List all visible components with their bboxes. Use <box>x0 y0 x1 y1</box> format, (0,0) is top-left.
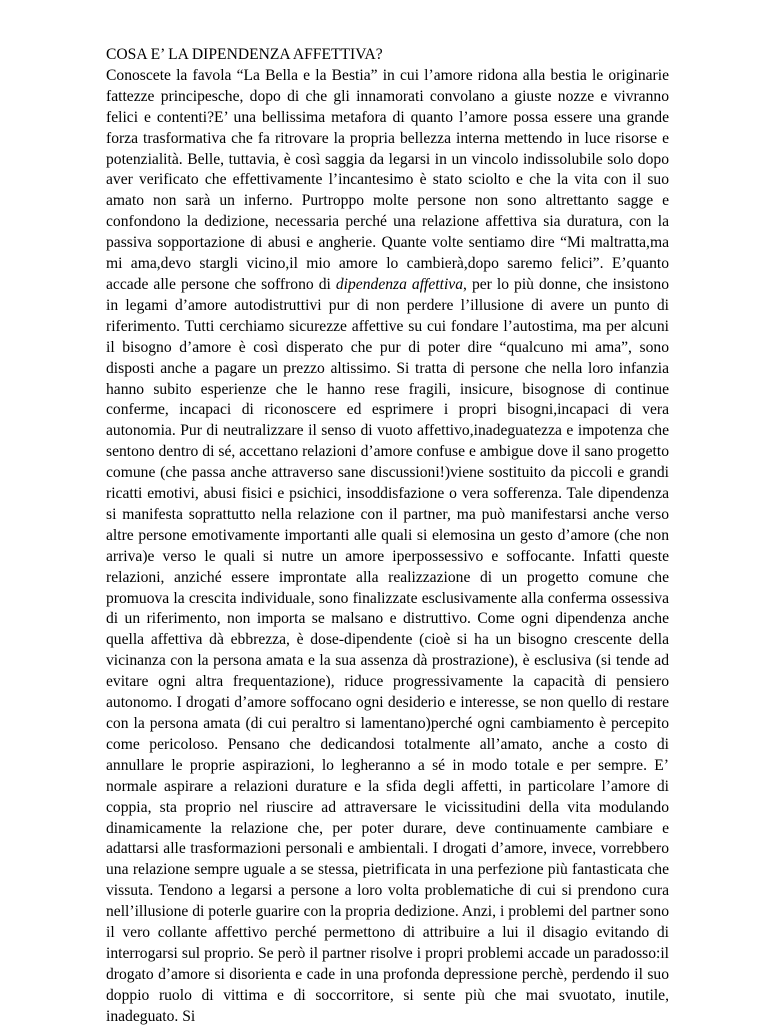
emphasis-dipendenza-affettiva: dipendenza affettiva <box>335 275 464 293</box>
paragraph-text-part2: , per lo più donne, che insistono in legami d’amore autodistruttivi pur di non perdere l’illusione di avere un punto di riferimento. Tutti cerchiamo sicurezze affettive su cui fondare l’autostima, ma per alcuni il bisogno d’amore è così disperato che pur di poter dire “qualcuno mi ama”, sono disposti anche a pagare un prezzo altissimo. Si tratta di persone che nella loro infanzia hanno subito esperienze che le hanno rese fragili, insicure, bisognose di continue conferme, incapaci di riconoscere ed esprimere i propri bisogni,incapaci di vera autonomia. Pur di neutralizzare il senso di vuoto affettivo,inadeguatezza e impotenza che sentono dentro di sé, accettano relazioni d’amore confuse e ambigue dove il sano progetto comune (che passa anche attraverso sane discussioni!)viene sostituito da piccoli e grandi ricatti emotivi, abusi fisici e psichici, insoddisfazione o vera sofferenza. Tale dipendenza si manifesta soprattutto nella relazione con il partner, ma può manifestarsi anche verso altre persone emotivamente importanti alle quali si elemosina un gesto d’amore (che non arriva)e verso le quali si nutre un amore iperpossessivo e soffocante. Infatti queste relazioni, anziché essere improntate alla realizzazione di un progetto comune che promuova la crescita individuale, sono finalizzate esclusivamente alla conferma ossessiva di un riferimento, non importa se malsano e distruttivo. Come ogni dipendenza anche quella affettiva dà ebbrezza, è dose-dipendente (cioè si ha un bisogno crescente della vicinanza con la persona amata e la sua assenza dà prostrazione), è esclusiva (si tende ad evitare ogni altra frequentazione), riduce progressivamente la capacità di pensiero autonomo. I drogati d’amore soffocano ogni desiderio e interesse, se non quello di restare con la persona amata (di cui peraltro si lamentano)perché ogni cambiamento è percepito come pericoloso. Pensano che dedicandosi totalmente all’amato, anche a costo di annullare le proprie aspirazioni, lo legheranno a sé in modo totale e per sempre. E’ normale aspirare a relazioni durature e la sfida degli affetti, in particolare l’amore di coppia, sta proprio nel riuscire ad attraversare le vicissitudini della vita modulando dinamicamente la relazione che, per poter durare, deve continuamente cambiare e adattarsi alle trasformazioni personali e ambientali. I drogati d’amore, invece, vorrebbero una relazione sempre uguale a se stessa, pietrificata in una perfezione più fantasticata che vissuta. Tendono a legarsi a persone a loro volta problematiche di cui si prendono cura nell’illusione di poterle guarire con la propria dedizione. Anzi, i problemi del partner sono il vero collante affettivo perché permettono di attribuire a lui il disagio evitando di interrogarsi sul proprio. Se però il partner risolve i propri problemi accade un paradosso:il drogato d’amore si disorienta e cade in una profonda depressione perchè, perdendo il suo doppio ruolo di vittima e di soccorritore, si sente più che mai svuotato, inutile, inadeguato. Si <box>106 275 669 1025</box>
body-paragraph <box>106 66 669 1028</box>
document-page <box>106 45 669 1028</box>
document-title: COSA E’ LA DIPENDENZA AFFETTIVA? <box>106 46 383 63</box>
paragraph-text-part1: Conoscete la favola “La Bella e la Bestia” in cui l’amore ridona alla bestia le originarie fattezze principesche, dopo di che gli innamorati convolano a giuste nozze e vivranno felici e contenti?E’ una bellissima metafora di quanto l’amore possa essere una grande forza trasformativa che fa ritrovare la propria bellezza interna mettendo in luce risorse e potenzialità. Belle, tuttavia, è così saggia da legarsi in un vincolo indissolubile solo dopo aver verificato che effettivamente l’incantesimo è stato sciolto e che la vita con il suo amato non sarà un inferno. Purtroppo molte persone non sono altrettanto sagge e confondono la dedizione, necessaria perché una relazione affettiva sia duratura, con la passiva sopportazione di abusi e angherie. Quante volte sentiamo dire “Mi maltratta,ma mi ama,devo stargli vicino,il mio amore lo cambierà,dopo saremo felici”. E’quanto accade alle persone che soffrono di <box>106 66 669 293</box>
